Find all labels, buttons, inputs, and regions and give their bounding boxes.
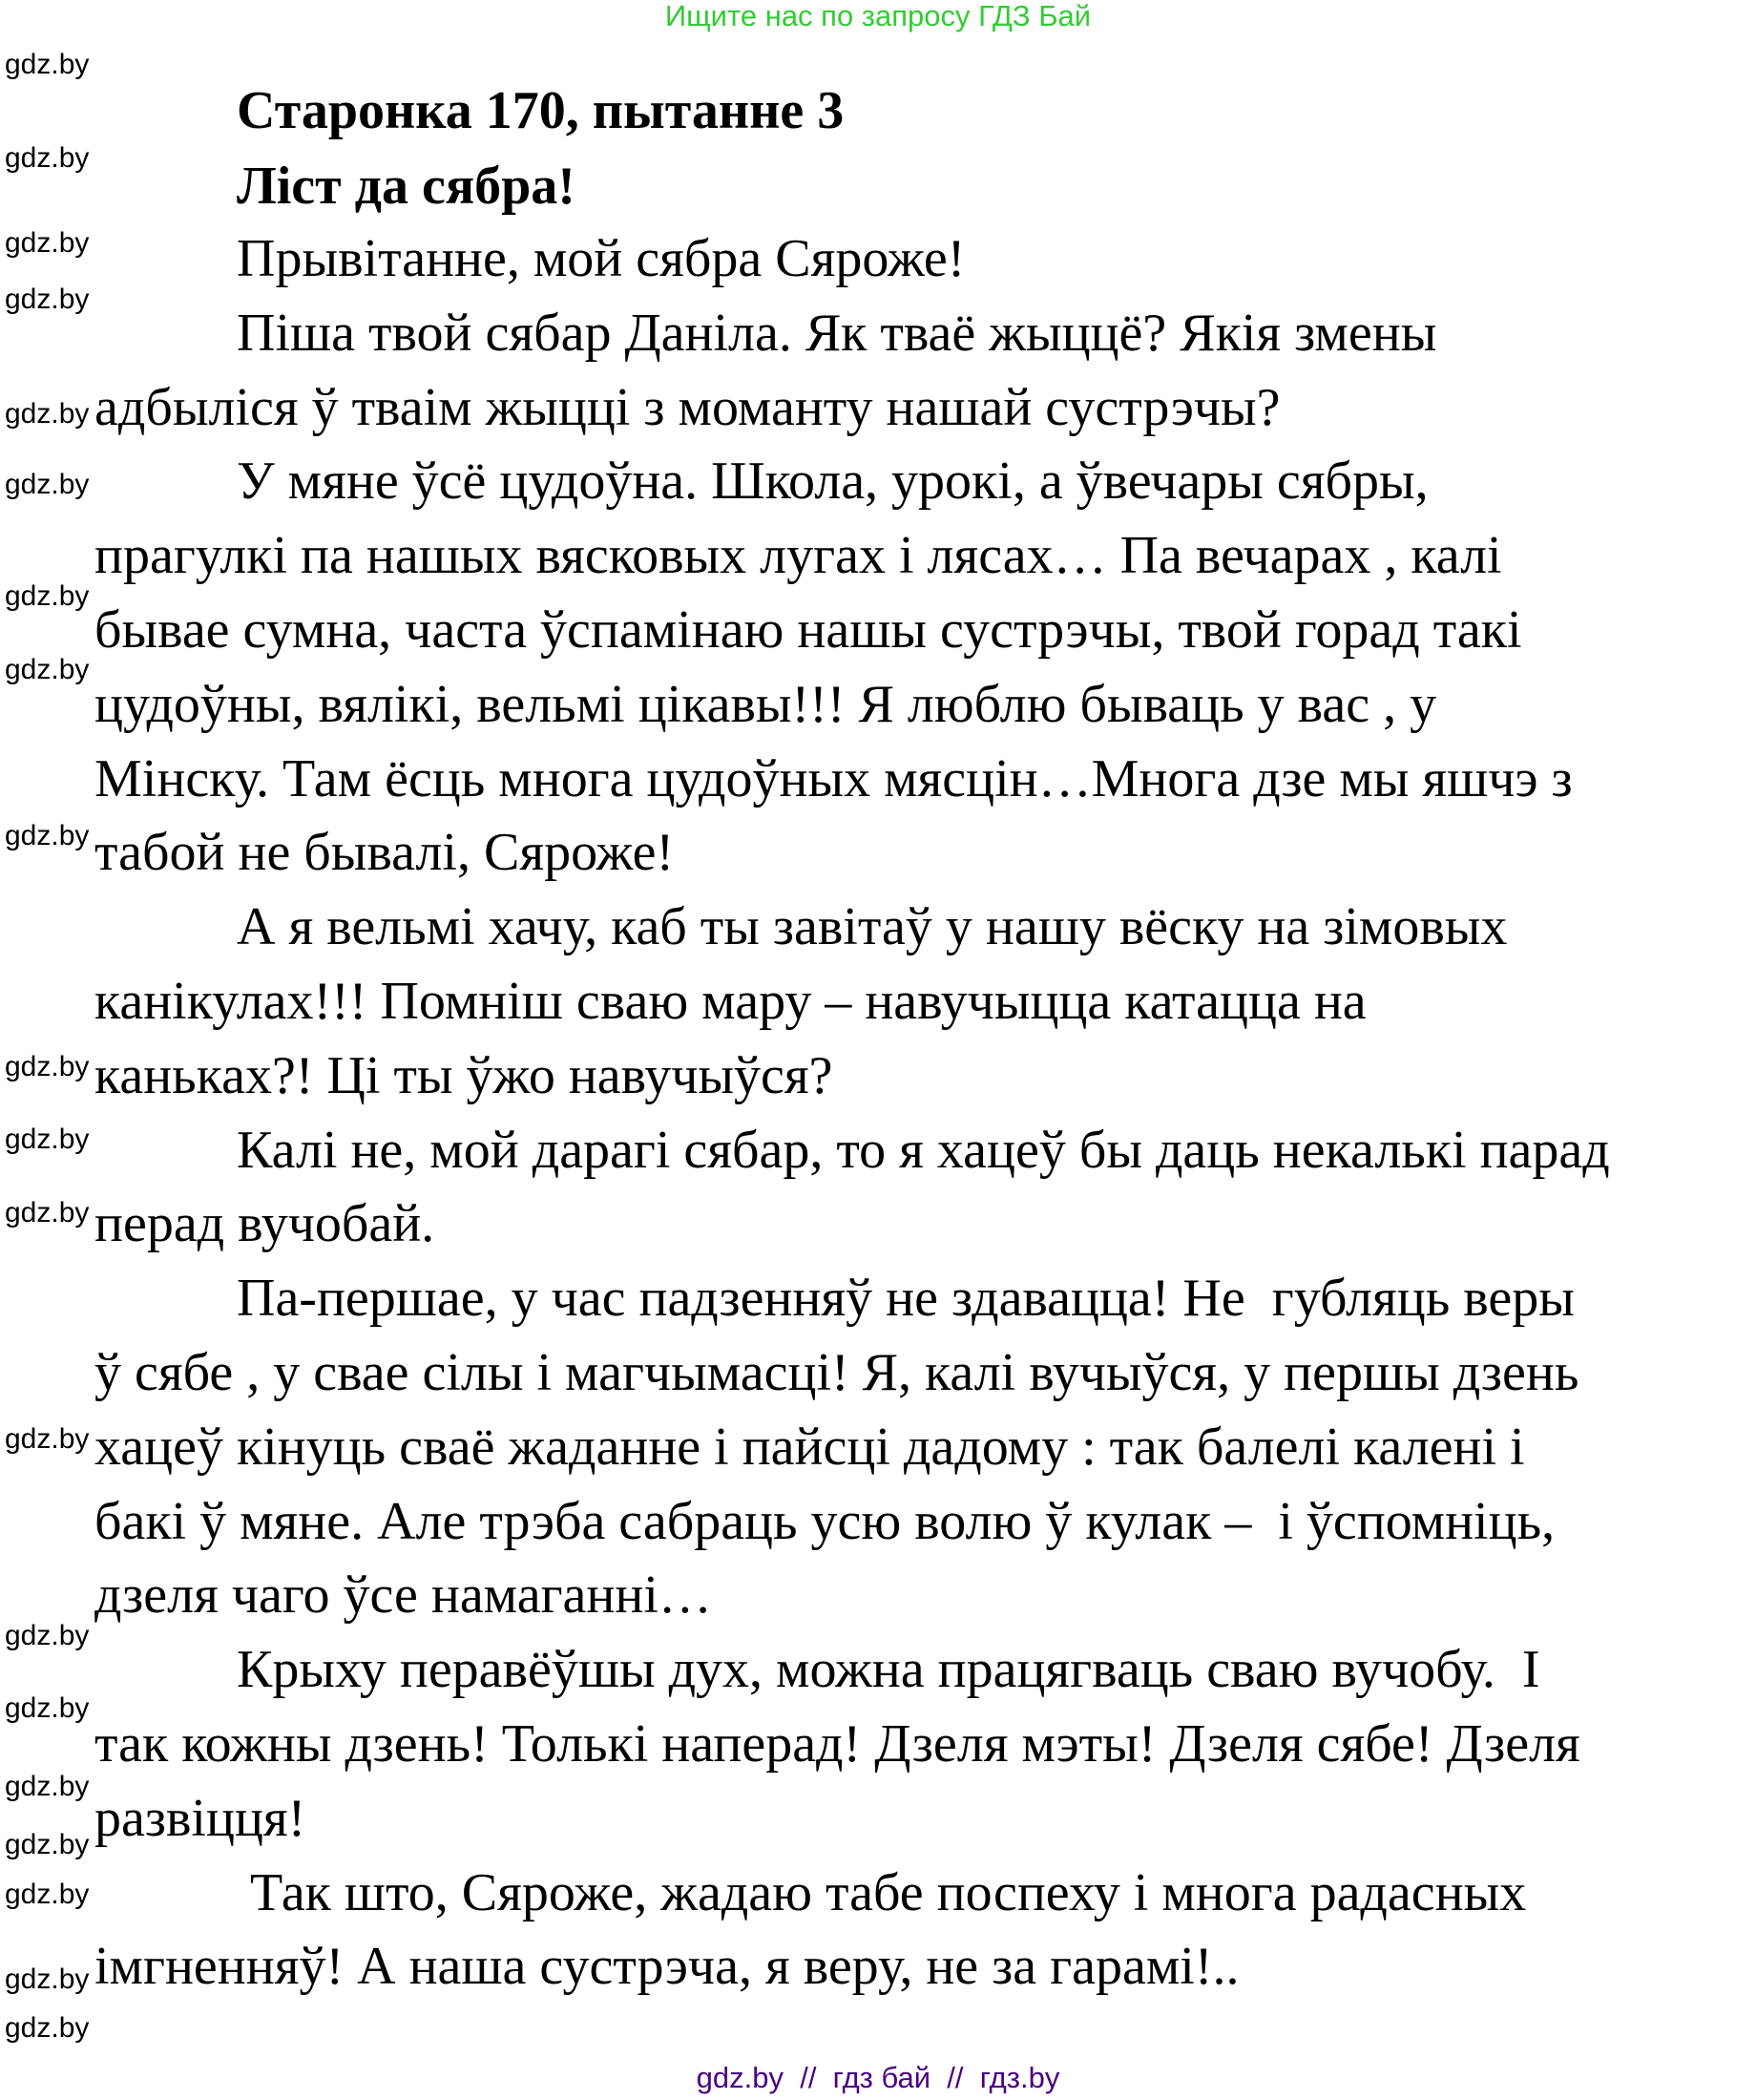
watermark-text: gdz.by: [5, 820, 90, 851]
watermark-text: gdz.by: [5, 227, 90, 259]
watermark-text: gdz.by: [5, 1620, 90, 1651]
watermark-text: gdz.by: [5, 1964, 90, 1995]
watermark-text: gdz.by: [5, 2012, 90, 2044]
watermark-text: gdz.by: [5, 284, 90, 315]
letter-line: каньках?! Ці ты ўжо навучыўся?: [94, 1045, 833, 1105]
watermark-text: gdz.by: [5, 654, 90, 685]
letter-line: хацеў кінуць сваё жаданне і пайсці дадому : так балелі калені і: [94, 1417, 1525, 1477]
letter-line: ў сябе , у свае сілы і магчымасці! Я, калі вучыўся, у першы дзень: [94, 1343, 1579, 1402]
watermark-text: gdz.by: [5, 142, 90, 174]
watermark-text: gdz.by: [5, 1051, 90, 1082]
watermark-text: gdz.by: [5, 469, 90, 500]
watermark-text: gdz.by: [5, 1197, 90, 1228]
search-banner: Ищите нас по запросу ГДЗ Бай: [664, 0, 1092, 32]
letter-line: Прывітанне, мой сябра Сяроже!: [237, 229, 966, 288]
letter-line: так кожны дзень! Толькі наперад! Дзеля мэты! Дзеля сябе! Дзеля: [94, 1714, 1580, 1774]
watermark-text: gdz.by: [5, 1692, 90, 1724]
letter-line: Мінску. Там ёсць многа цудоўных мясцін…Многа дзе мы яшчэ з: [94, 748, 1573, 808]
letter-line: Так што, Сяроже, жадаю табе поспеху і многа радасных: [250, 1862, 1527, 1922]
letter-line: імгненняў! А наша сустрэча, я веру, не за гарамі!..: [94, 1937, 1240, 1997]
watermark-text: gdz.by: [5, 1124, 90, 1155]
letter-line: Калі не, мой дарагі сябар, то я хацеў бы даць некалькі парад: [237, 1120, 1610, 1180]
letter-line: У мяне ўсё цудоўна. Школа, урокі, а ўвечары сябры,: [237, 452, 1429, 512]
page-title: Старонка 170, пытанне 3: [237, 81, 845, 140]
watermark-text: gdz.by: [5, 1423, 90, 1455]
footer-links[interactable]: gdz.by // гдз бай // гдз.by: [696, 2061, 1060, 2094]
letter-line: адбыліся ў тваім жыцці з моманту нашай сустрэчы?: [94, 377, 1281, 437]
letter-line: бывае сумна, часта ўспамінаю нашы сустрэчы, твой горад такі: [94, 600, 1522, 660]
letter-line: перад вучобай.: [94, 1194, 435, 1254]
letter-line: Па-першае, у час падзенняў не здавацца! Не губляць веры: [237, 1269, 1575, 1329]
watermark-text: gdz.by: [5, 49, 90, 80]
letter-line: прагулкі па нашых вясковых лугах і лясах… Па вечарах , калі: [94, 526, 1502, 586]
watermark-text: gdz.by: [5, 580, 90, 612]
watermark-text: gdz.by: [5, 398, 90, 430]
letter-line: развіцця!: [94, 1788, 306, 1848]
letter-line: бакі ў мяне. Але трэба сабраць усю волю ў кулак – і ўспомніць,: [94, 1491, 1556, 1551]
letter-line: цудоўны, вялікі, вельмі цікавы!!! Я люблю бываць у вас , у: [94, 674, 1437, 734]
letter-title: Ліст да сябра!: [237, 157, 575, 216]
watermark-text: gdz.by: [5, 1879, 90, 1910]
watermark-text: gdz.by: [5, 1771, 90, 1802]
letter-line: канікулах!!! Помніш сваю мару – навучыцца катацца на: [94, 972, 1367, 1031]
letter-line: табой не бывалі, Сяроже!: [94, 823, 675, 883]
watermark-text: gdz.by: [5, 1829, 90, 1860]
letter-line: дзеля чаго ўсе намаганні…: [94, 1565, 712, 1626]
letter-line: Піша твой сябар Даніла. Як тваё жыццё? Якія змены: [237, 303, 1437, 363]
letter-line: А я вельмі хачу, каб ты завітаў у нашу вёску на зімовых: [237, 897, 1508, 957]
letter-line: Крыху перавёўшы дух, можна працягваць сваю вучобу. І: [237, 1640, 1540, 1700]
